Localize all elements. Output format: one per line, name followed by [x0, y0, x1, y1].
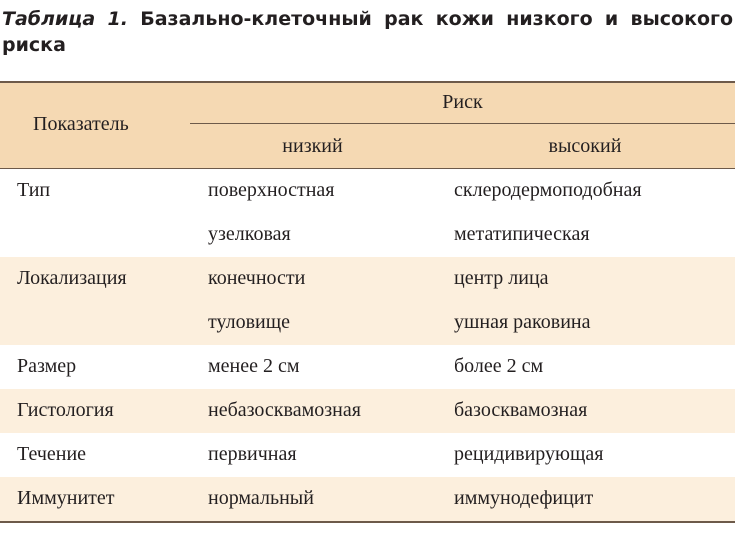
- table-row-group: [0, 345, 735, 389]
- high-risk-cell: склеродермоподобная: [454, 179, 642, 201]
- table-row: [0, 301, 735, 345]
- high-risk-cell: базосквамозная: [454, 399, 588, 421]
- table-row-group: [0, 477, 735, 521]
- header-top-rule: [0, 81, 735, 83]
- low-risk-cell: менее 2 см: [208, 355, 300, 377]
- low-risk-cell: конечности: [208, 267, 306, 289]
- low-risk-cell: небазосквамозная: [208, 399, 361, 421]
- header-risk: Риск: [442, 91, 483, 113]
- table-caption-text: Базально-клеточный рак кожи низкого и высокого риска: [2, 8, 733, 56]
- high-risk-cell: рецидивирующая: [454, 443, 604, 465]
- table-row: [0, 433, 735, 477]
- indicator-cell: Локализация: [17, 267, 127, 289]
- header-middle-rule: [190, 123, 735, 124]
- low-risk-cell: поверхностная: [208, 179, 335, 201]
- table-row: [0, 477, 735, 521]
- table-row: [0, 169, 735, 213]
- indicator-cell: Иммунитет: [17, 487, 115, 509]
- low-risk-cell: первичная: [208, 443, 297, 465]
- header-high: высокий: [548, 135, 622, 157]
- table-caption: [2, 6, 733, 58]
- indicator-cell: Течение: [17, 443, 87, 465]
- table-row: [0, 345, 735, 389]
- low-risk-cell: туловище: [208, 311, 291, 333]
- table-row-group: [0, 257, 735, 345]
- indicator-cell: Размер: [17, 355, 77, 377]
- table-caption-label: Таблица 1.: [2, 8, 128, 30]
- high-risk-cell: ушная раковина: [454, 311, 591, 333]
- table-row-group: [0, 389, 735, 433]
- indicator-cell: Тип: [17, 179, 51, 201]
- low-risk-cell: нормальный: [208, 487, 314, 509]
- risk-table: [0, 81, 735, 523]
- high-risk-cell: более 2 см: [454, 355, 544, 377]
- header-indicator: Показатель: [33, 113, 129, 135]
- indicator-cell: Гистология: [17, 399, 114, 421]
- header-low: низкий: [282, 135, 343, 157]
- table-row-group: [0, 433, 735, 477]
- table-row: [0, 213, 735, 257]
- table-row: [0, 257, 735, 301]
- high-risk-cell: иммунодефицит: [454, 487, 594, 509]
- table-row-group: [0, 169, 735, 257]
- high-risk-cell: метатипическая: [454, 223, 590, 245]
- high-risk-cell: центр лица: [454, 267, 549, 289]
- table-header: [0, 81, 735, 169]
- table-row: [0, 389, 735, 433]
- table-bottom-rule: [0, 521, 735, 523]
- low-risk-cell: узелковая: [208, 223, 291, 245]
